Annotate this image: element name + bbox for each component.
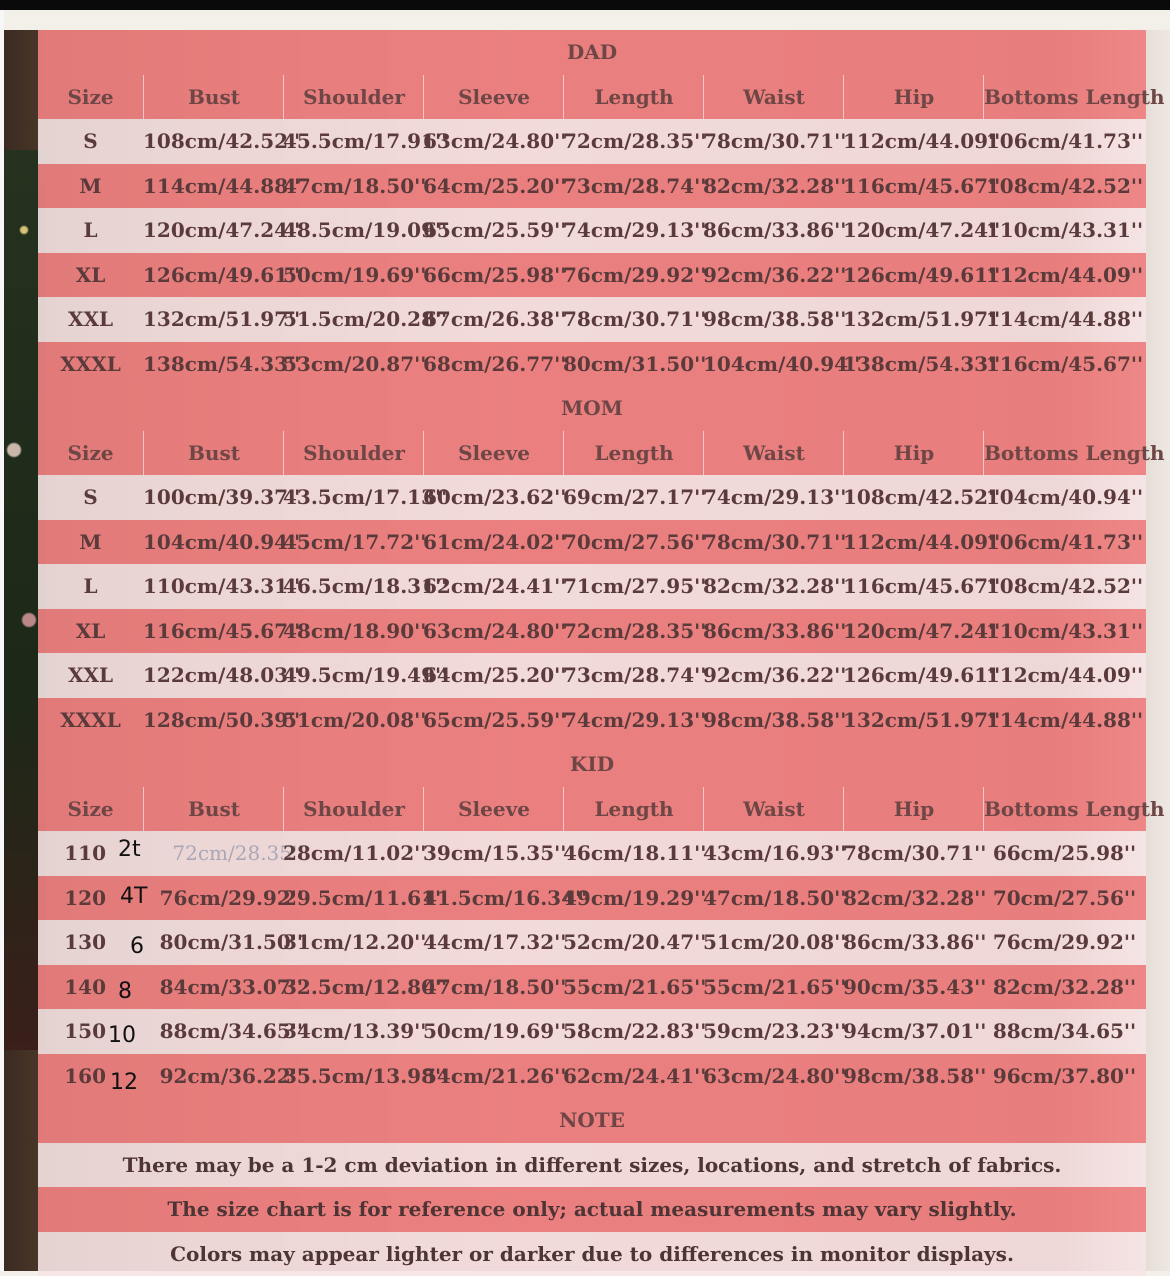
cell-hip: 132cm/51.97'' bbox=[843, 297, 983, 342]
table-row bbox=[38, 920, 1146, 965]
cell-bust: 100cm/39.37'' bbox=[143, 475, 283, 520]
cell-length: 72cm/28.35'' bbox=[563, 609, 703, 654]
cell-shoulder: 35.5cm/13.98'' bbox=[283, 1054, 423, 1099]
top-bar bbox=[0, 0, 1170, 10]
table-row bbox=[38, 876, 1146, 921]
section-title-row bbox=[38, 30, 1146, 75]
cell-bust: 122cm/48.03'' bbox=[143, 653, 283, 698]
cell-sleeve: 64cm/25.20'' bbox=[423, 653, 563, 698]
size-chart bbox=[38, 30, 1146, 1271]
cell-length: 58cm/22.83'' bbox=[563, 1009, 703, 1054]
header-waist: Waist bbox=[703, 75, 844, 120]
header-bottoms-length: Bottoms Length bbox=[983, 75, 1147, 120]
header-waist: Waist bbox=[703, 787, 844, 832]
cell-bust: 92cm/36.22'' bbox=[153, 1054, 303, 1099]
cell-sleeve: 64cm/25.20'' bbox=[423, 164, 563, 209]
cell-bottoms-length: 116cm/45.67'' bbox=[983, 342, 1146, 387]
header-bottoms-length: Bottoms Length bbox=[983, 787, 1147, 832]
section-title: DAD bbox=[38, 30, 1146, 75]
cell-hip: 94cm/37.01'' bbox=[843, 1009, 983, 1054]
cell-bottoms-length: 114cm/44.88'' bbox=[983, 297, 1146, 342]
header-bust: Bust bbox=[143, 431, 284, 476]
cell-length: 46cm/18.11'' bbox=[563, 831, 703, 876]
cell-waist: 78cm/30.71'' bbox=[703, 520, 843, 565]
header-length: Length bbox=[563, 787, 704, 832]
cell-waist: 82cm/32.28'' bbox=[703, 164, 843, 209]
cell-waist: 74cm/29.13'' bbox=[703, 475, 843, 520]
cell-shoulder: 46.5cm/18.31'' bbox=[283, 564, 423, 609]
cell-bust: 128cm/50.39'' bbox=[143, 698, 283, 743]
cell-bottoms-length: 108cm/42.52'' bbox=[983, 564, 1146, 609]
table-row bbox=[38, 1009, 1146, 1054]
header-hip: Hip bbox=[843, 431, 984, 476]
cell-size: 160 bbox=[46, 1054, 106, 1099]
section-title: MOM bbox=[38, 386, 1146, 431]
cell-shoulder: 53cm/20.87'' bbox=[283, 342, 423, 387]
cell-bottoms-length: 108cm/42.52'' bbox=[983, 164, 1146, 209]
cell-bottoms-length: 76cm/29.92'' bbox=[983, 920, 1146, 965]
cell-length: 80cm/31.50'' bbox=[563, 342, 703, 387]
cell-shoulder: 29.5cm/11.61'' bbox=[283, 876, 423, 921]
cell-waist: 92cm/36.22'' bbox=[703, 653, 843, 698]
table-row bbox=[38, 1054, 1146, 1099]
cell-shoulder: 50cm/19.69'' bbox=[283, 253, 423, 298]
cell-length: 72cm/28.35'' bbox=[563, 119, 703, 164]
cell-hip: 126cm/49.61'' bbox=[843, 653, 983, 698]
note-title-row bbox=[38, 1098, 1146, 1143]
cell-sleeve: 60cm/23.62'' bbox=[423, 475, 563, 520]
header-length: Length bbox=[563, 75, 704, 120]
cell-hip: 116cm/45.67'' bbox=[843, 564, 983, 609]
cell-sleeve: 65cm/25.59'' bbox=[423, 698, 563, 743]
header-sleeve: Sleeve bbox=[423, 75, 564, 120]
cell-bottoms-length: 96cm/37.80'' bbox=[983, 1054, 1146, 1099]
cell-sleeve: 50cm/19.69'' bbox=[423, 1009, 563, 1054]
cell-size: 110 bbox=[46, 831, 106, 876]
cell-shoulder: 49.5cm/19.49'' bbox=[283, 653, 423, 698]
cell-size: 130 bbox=[46, 920, 106, 965]
note-text: Colors may appear lighter or darker due to differences in monitor displays. bbox=[38, 1232, 1146, 1276]
cell-bust: 76cm/29.92'' bbox=[153, 876, 303, 921]
cell-bust: 138cm/54.33'' bbox=[143, 342, 283, 387]
cell-bust: 110cm/43.31'' bbox=[143, 564, 283, 609]
header-waist: Waist bbox=[703, 431, 844, 476]
cell-sleeve: 47cm/18.50'' bbox=[423, 965, 563, 1010]
header-size: Size bbox=[38, 75, 143, 120]
cell-size: S bbox=[38, 119, 143, 164]
header-hip: Hip bbox=[843, 787, 984, 832]
cell-hip: 116cm/45.67'' bbox=[843, 164, 983, 209]
cell-length: 70cm/27.56'' bbox=[563, 520, 703, 565]
cell-bust: 80cm/31.50'' bbox=[153, 920, 303, 965]
kid-age-label: 6 bbox=[130, 934, 144, 959]
section-title: KID bbox=[38, 742, 1146, 787]
cell-waist: 82cm/32.28'' bbox=[703, 564, 843, 609]
cell-size: L bbox=[38, 564, 143, 609]
cell-hip: 78cm/30.71'' bbox=[843, 831, 983, 876]
cell-hip: 86cm/33.86'' bbox=[843, 920, 983, 965]
cell-hip: 120cm/47.24'' bbox=[843, 609, 983, 654]
header-row bbox=[38, 787, 1146, 832]
table-row bbox=[38, 831, 1146, 876]
cell-shoulder: 51cm/20.08'' bbox=[283, 698, 423, 743]
cell-shoulder: 51.5cm/20.28'' bbox=[283, 297, 423, 342]
cell-bottoms-length: 110cm/43.31'' bbox=[983, 609, 1146, 654]
section-title-row bbox=[38, 386, 1146, 431]
header-bust: Bust bbox=[143, 787, 284, 832]
cell-bust: 126cm/49.61'' bbox=[143, 253, 283, 298]
cell-size: XXXL bbox=[38, 342, 143, 387]
table-row bbox=[38, 520, 1146, 565]
table-row bbox=[38, 475, 1146, 520]
cell-sleeve: 67cm/26.38'' bbox=[423, 297, 563, 342]
cell-sleeve: 66cm/25.98'' bbox=[423, 253, 563, 298]
section-title-row bbox=[38, 742, 1146, 787]
note-text: The size chart is for reference only; actual measurements may vary slightly. bbox=[38, 1187, 1146, 1232]
table-row bbox=[38, 297, 1146, 342]
cell-sleeve: 54cm/21.26'' bbox=[423, 1054, 563, 1099]
cell-shoulder: 34cm/13.39'' bbox=[283, 1009, 423, 1054]
cell-waist: 63cm/24.80'' bbox=[703, 1054, 843, 1099]
cell-bust: 114cm/44.88'' bbox=[143, 164, 283, 209]
cell-hip: 90cm/35.43'' bbox=[843, 965, 983, 1010]
cell-bottoms-length: 112cm/44.09'' bbox=[983, 653, 1146, 698]
cell-size: S bbox=[38, 475, 143, 520]
cell-hip: 98cm/38.58'' bbox=[843, 1054, 983, 1099]
cell-bust: 72cm/28.35'' bbox=[153, 831, 303, 876]
cell-waist: 92cm/36.22'' bbox=[703, 253, 843, 298]
cell-sleeve: 63cm/24.80'' bbox=[423, 119, 563, 164]
cell-shoulder: 48.5cm/19.09'' bbox=[283, 208, 423, 253]
cell-bottoms-length: 70cm/27.56'' bbox=[983, 876, 1146, 921]
cell-bottoms-length: 110cm/43.31'' bbox=[983, 208, 1146, 253]
cell-length: 74cm/29.13'' bbox=[563, 208, 703, 253]
note-text: There may be a 1-2 cm deviation in different sizes, locations, and stretch of fabrics. bbox=[38, 1143, 1146, 1188]
cell-sleeve: 68cm/26.77'' bbox=[423, 342, 563, 387]
table-row bbox=[38, 208, 1146, 253]
cell-bust: 120cm/47.24'' bbox=[143, 208, 283, 253]
cell-bottoms-length: 82cm/32.28'' bbox=[983, 965, 1146, 1010]
cell-bottoms-length: 106cm/41.73'' bbox=[983, 520, 1146, 565]
cell-bust: 132cm/51.97'' bbox=[143, 297, 283, 342]
table-row bbox=[38, 253, 1146, 298]
table-row bbox=[38, 342, 1146, 387]
header-size: Size bbox=[38, 431, 143, 476]
cell-sleeve: 39cm/15.35'' bbox=[423, 831, 563, 876]
cell-size: XL bbox=[38, 253, 143, 298]
cell-size: L bbox=[38, 208, 143, 253]
cell-size: 140 bbox=[46, 965, 106, 1010]
cell-waist: 86cm/33.86'' bbox=[703, 208, 843, 253]
table-row bbox=[38, 119, 1146, 164]
cell-bust: 116cm/45.67'' bbox=[143, 609, 283, 654]
cell-waist: 55cm/21.65'' bbox=[703, 965, 843, 1010]
note-row bbox=[38, 1143, 1146, 1188]
cell-hip: 112cm/44.09'' bbox=[843, 119, 983, 164]
cell-waist: 104cm/40.94'' bbox=[703, 342, 843, 387]
cell-bottoms-length: 66cm/25.98'' bbox=[983, 831, 1146, 876]
cell-waist: 98cm/38.58'' bbox=[703, 698, 843, 743]
cell-length: 62cm/24.41'' bbox=[563, 1054, 703, 1099]
table-row bbox=[38, 698, 1146, 743]
note-title: NOTE bbox=[38, 1098, 1146, 1143]
header-shoulder: Shoulder bbox=[283, 787, 424, 832]
header-shoulder: Shoulder bbox=[283, 431, 424, 476]
cell-waist: 51cm/20.08'' bbox=[703, 920, 843, 965]
cell-bottoms-length: 106cm/41.73'' bbox=[983, 119, 1146, 164]
cell-hip: 112cm/44.09'' bbox=[843, 520, 983, 565]
cell-length: 49cm/19.29'' bbox=[563, 876, 703, 921]
cell-bottoms-length: 88cm/34.65'' bbox=[983, 1009, 1146, 1054]
cell-size: 150 bbox=[46, 1009, 106, 1054]
cell-waist: 43cm/16.93'' bbox=[703, 831, 843, 876]
cell-shoulder: 45.5cm/17.91'' bbox=[283, 119, 423, 164]
cell-waist: 59cm/23.23'' bbox=[703, 1009, 843, 1054]
header-size: Size bbox=[38, 787, 143, 832]
cell-bust: 88cm/34.65'' bbox=[153, 1009, 303, 1054]
table-row bbox=[38, 164, 1146, 209]
cell-hip: 138cm/54.33'' bbox=[843, 342, 983, 387]
cell-size: 120 bbox=[46, 876, 106, 921]
cell-waist: 47cm/18.50'' bbox=[703, 876, 843, 921]
cell-shoulder: 31cm/12.20'' bbox=[283, 920, 423, 965]
header-row bbox=[38, 75, 1146, 120]
cell-bottoms-length: 104cm/40.94'' bbox=[983, 475, 1146, 520]
cell-hip: 120cm/47.24'' bbox=[843, 208, 983, 253]
cell-length: 55cm/21.65'' bbox=[563, 965, 703, 1010]
header-row bbox=[38, 431, 1146, 476]
cell-length: 73cm/28.74'' bbox=[563, 164, 703, 209]
cell-length: 69cm/27.17'' bbox=[563, 475, 703, 520]
header-hip: Hip bbox=[843, 75, 984, 120]
note-row bbox=[38, 1187, 1146, 1232]
cell-waist: 98cm/38.58'' bbox=[703, 297, 843, 342]
cell-sleeve: 41.5cm/16.34'' bbox=[423, 876, 563, 921]
cell-sleeve: 44cm/17.32'' bbox=[423, 920, 563, 965]
cell-length: 74cm/29.13'' bbox=[563, 698, 703, 743]
cell-length: 71cm/27.95'' bbox=[563, 564, 703, 609]
kid-age-label: 4T bbox=[120, 884, 147, 909]
cell-hip: 132cm/51.97'' bbox=[843, 698, 983, 743]
cell-hip: 82cm/32.28'' bbox=[843, 876, 983, 921]
cell-sleeve: 63cm/24.80'' bbox=[423, 609, 563, 654]
header-sleeve: Sleeve bbox=[423, 431, 564, 476]
kid-age-label: 12 bbox=[110, 1070, 138, 1095]
cell-waist: 86cm/33.86'' bbox=[703, 609, 843, 654]
cell-shoulder: 45cm/17.72'' bbox=[283, 520, 423, 565]
header-bottoms-length: Bottoms Length bbox=[983, 431, 1147, 476]
cell-sleeve: 62cm/24.41'' bbox=[423, 564, 563, 609]
cell-hip: 126cm/49.61'' bbox=[843, 253, 983, 298]
header-bust: Bust bbox=[143, 75, 284, 120]
table-row bbox=[38, 609, 1146, 654]
cell-hip: 108cm/42.52'' bbox=[843, 475, 983, 520]
kid-age-label: 8 bbox=[118, 979, 132, 1004]
cell-length: 78cm/30.71'' bbox=[563, 297, 703, 342]
cell-shoulder: 32.5cm/12.80'' bbox=[283, 965, 423, 1010]
cell-sleeve: 61cm/24.02'' bbox=[423, 520, 563, 565]
cell-bottoms-length: 112cm/44.09'' bbox=[983, 253, 1146, 298]
cell-size: XXL bbox=[38, 297, 143, 342]
cell-waist: 78cm/30.71'' bbox=[703, 119, 843, 164]
kid-age-label: 10 bbox=[108, 1023, 136, 1048]
cell-size: XXL bbox=[38, 653, 143, 698]
cell-shoulder: 28cm/11.02'' bbox=[283, 831, 423, 876]
cell-size: XXXL bbox=[38, 698, 143, 743]
cell-size: M bbox=[38, 520, 143, 565]
table-row bbox=[38, 564, 1146, 609]
cell-size: XL bbox=[38, 609, 143, 654]
table-row bbox=[38, 653, 1146, 698]
header-sleeve: Sleeve bbox=[423, 787, 564, 832]
cell-bust: 108cm/42.52'' bbox=[143, 119, 283, 164]
kid-age-label: 2t bbox=[118, 837, 141, 862]
cell-shoulder: 48cm/18.90'' bbox=[283, 609, 423, 654]
cell-length: 76cm/29.92'' bbox=[563, 253, 703, 298]
cell-shoulder: 43.5cm/17.13'' bbox=[283, 475, 423, 520]
cell-length: 52cm/20.47'' bbox=[563, 920, 703, 965]
cell-bust: 84cm/33.07'' bbox=[153, 965, 303, 1010]
cell-sleeve: 65cm/25.59'' bbox=[423, 208, 563, 253]
note-row bbox=[38, 1232, 1146, 1276]
header-length: Length bbox=[563, 431, 704, 476]
cell-bottoms-length: 114cm/44.88'' bbox=[983, 698, 1146, 743]
header-shoulder: Shoulder bbox=[283, 75, 424, 120]
table-row bbox=[38, 965, 1146, 1010]
cell-bust: 104cm/40.94'' bbox=[143, 520, 283, 565]
cell-size: M bbox=[38, 164, 143, 209]
cell-length: 73cm/28.74'' bbox=[563, 653, 703, 698]
cell-shoulder: 47cm/18.50'' bbox=[283, 164, 423, 209]
